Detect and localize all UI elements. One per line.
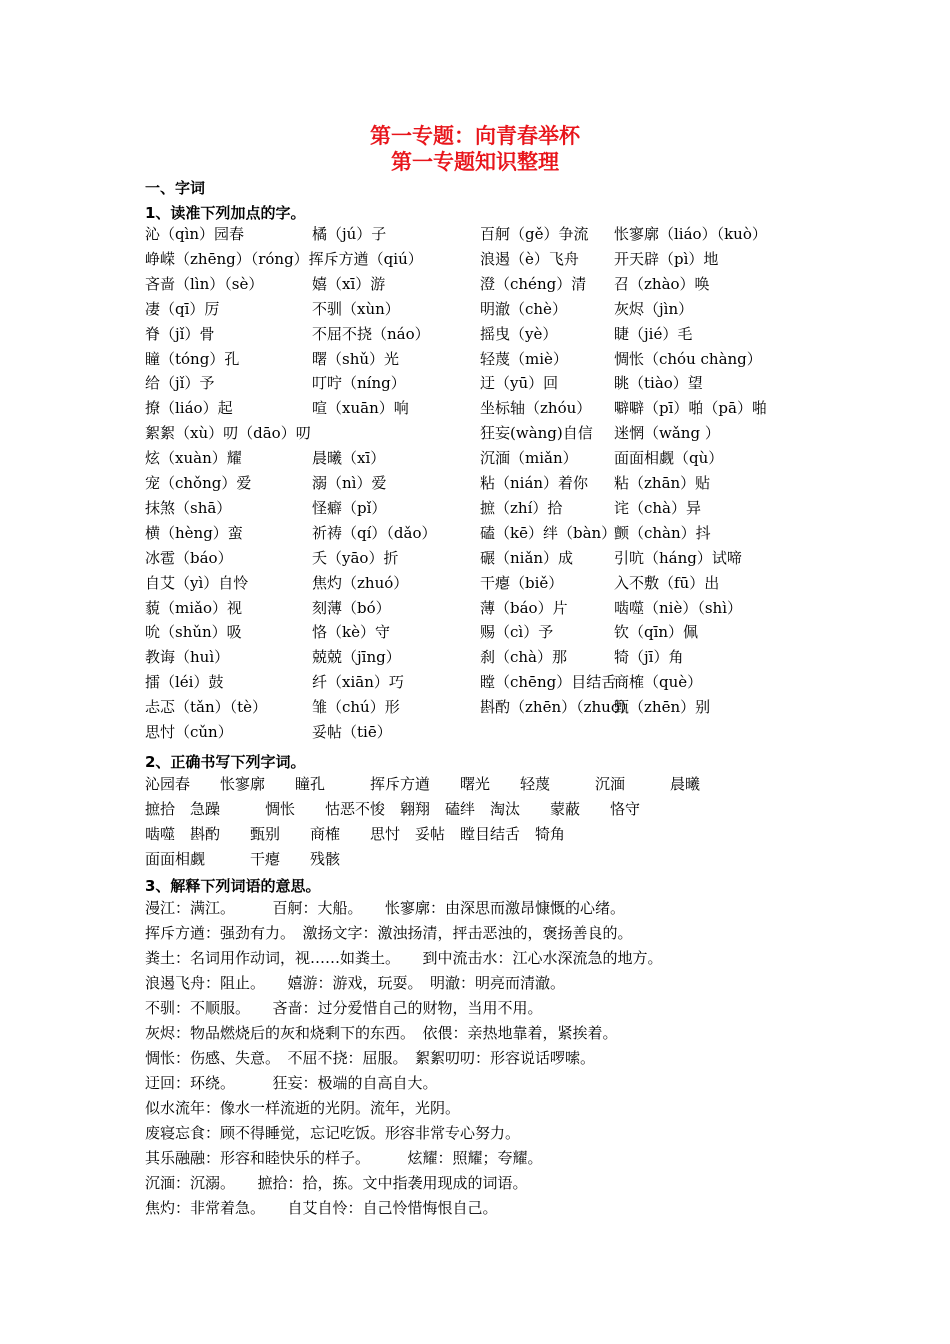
pinyin-entry: 碾（niǎn）成 [480,548,574,567]
pinyin-entry: 怪癖（pǐ） [312,498,387,517]
pinyin-entry: 冰雹（báo） [145,548,233,567]
pinyin-row [145,721,845,745]
page-subtitle: 第一专题知识整理 [391,150,559,174]
pinyin-entry: 擂（léi）鼓 [145,673,224,692]
explain-line: 迂回：环绕。 狂妄：极端的自高自大。 [145,1074,438,1092]
pinyin-entry: 思忖（cǔn） [145,723,233,741]
heading-explain-words: 3、解释下列词语的意思。 [145,877,321,895]
pinyin-entry: 溺（nì）爱 [312,474,387,492]
explain-line: 其乐融融：形容和睦快乐的样子。 炫耀：照耀；夸耀。 [145,1149,543,1167]
pinyin-entry: 曙（shǔ）光 [312,349,400,368]
pinyin-entry: 啮噬（niè）（shì） [614,598,742,617]
explain-line: 似水流年：像水一样流逝的光阴。流年，光阴。 [145,1099,461,1117]
page-title: 第一专题：向青春举杯 [370,124,580,148]
pinyin-entry: 叮咛（níng） [312,374,406,393]
pinyin-entry: 怅寥廓（liáo）（kuò） [614,225,767,243]
pinyin-entry: 吝啬（lìn）（sè） [145,274,264,293]
pinyin-entry: 沁（qìn）园春 [145,225,245,243]
pinyin-entry: 明澈（chè） [480,299,567,318]
pinyin-row [145,223,845,247]
pinyin-entry: 祈祷（qí）（dǎo） [312,523,437,542]
pinyin-entry: 不驯（xùn） [312,299,400,318]
pinyin-entry: 颤（chàn）抖 [614,523,711,542]
pinyin-row [145,348,845,372]
pinyin-entry: 絮絮（xù）叨（dāo）叨 [145,424,311,443]
pinyin-entry: 眺（tiào）望 [614,374,703,393]
pinyin-entry: 召（zhào）唤 [614,274,710,293]
explain-line: 漫江：满江。 百舸：大船。 怅寥廓：由深思而激昂慷慨的心绪。 [145,899,626,917]
pinyin-entry: 摭（zhí）拾 [480,498,563,517]
pinyin-entry: 噼噼（pī）啪（pā）啪 [614,399,767,418]
write-line: 摭拾 急躁 惆怅 怙恶不悛 翱翔 磕绊 淘汰 蒙蔽 恪守 [145,800,641,818]
pinyin-entry: 钦（qīn）佩 [614,623,699,642]
pinyin-entry: 兢兢（jīng） [312,648,401,667]
pinyin-entry: 恪（kè）守 [312,623,390,642]
pinyin-entry: 横（hèng）蛮 [145,523,243,542]
pinyin-entry: 峥嵘（zhēng）（róng）挥斥方遒（qiú） [145,249,423,268]
pinyin-entry: 惆怅（chóu chàng） [614,349,762,368]
explain-line: 灰烬：物品燃烧后的灰和烧剩下的东西。 依偎：亲热地靠着，紧挨着。 [145,1024,618,1042]
pinyin-row [145,572,845,596]
pinyin-entry: 喧（xuān）响 [312,399,409,418]
pinyin-row [145,671,845,695]
pinyin-row [145,298,845,322]
pinyin-row [145,497,845,521]
pinyin-entry: 妥帖（tiē） [312,723,392,741]
pinyin-entry: 狂妄(wàng)自信 [480,424,593,443]
pinyin-row [145,397,845,421]
pinyin-entry: 迷惘（wǎng ） [614,424,720,443]
pinyin-entry: 凄（qī）厉 [145,299,220,318]
pinyin-entry: 藐（miǎo）视 [145,598,242,617]
pinyin-entry: 晨曦（xī） [312,449,386,468]
write-line: 啮噬 斟酌 甄别 商榷 思忖 妥帖 瞠目结舌 犄角 [145,825,566,843]
pinyin-entry: 自艾（yì）自怜 [145,573,249,592]
heading-write-words: 2、正确书写下列字词。 [145,753,306,771]
pinyin-entry: 灰烬（jìn） [614,299,694,318]
pinyin-entry: 吮（shǔn）吸 [145,623,242,642]
pinyin-entry: 迂（yū）回 [480,374,559,393]
explain-line: 挥斥方遒：强劲有力。 激扬文字：激浊扬清，抨击恶浊的，褒扬善良的。 [145,924,633,942]
write-line: 面面相觑 干瘪 残骸 [145,850,341,868]
pinyin-entry: 不屈不挠（náo） [312,324,430,343]
pinyin-entry: 摇曳（yè） [480,324,558,343]
pinyin-entry: 诧（chà）异 [614,498,702,517]
explain-line: 惆怅：伤感、失意。 不屈不挠：屈服。 絮絮叨叨：形容说话啰嗦。 [145,1049,596,1067]
pinyin-entry: 干瘪（biě） [480,573,564,592]
pinyin-entry: 商榷（què） [614,673,703,692]
pinyin-entry: 浪遏（è）飞舟 [480,249,579,268]
pinyin-entry: 面面相觑（qù） [614,449,724,468]
pinyin-entry: 炫（xuàn）耀 [145,449,242,468]
pinyin-row [145,323,845,347]
pinyin-entry: 犄（jī）角 [614,648,684,667]
pinyin-entry: 刻薄（bó） [312,598,391,617]
pinyin-entry: 焦灼（zhuó） [312,573,409,592]
pinyin-entry: 引吭（háng）试啼 [614,548,742,567]
pinyin-entry: 入不敷（fū）出 [614,573,720,592]
pinyin-row [145,472,845,496]
heading-read-pronunciation: 1、读准下列加点的字。 [145,204,306,222]
pinyin-entry: 宠（chǒng）爱 [145,474,252,492]
pinyin-row [145,522,845,546]
pinyin-entry: 忐忑（tǎn）（tè） [145,698,268,717]
explain-line: 焦灼：非常着急。 自艾自怜：自己怜惜悔恨自己。 [145,1199,498,1217]
pinyin-entry: 轻蔑（miè） [480,349,568,368]
explain-line: 沉湎：沉溺。 摭拾：拾，拣。文中指袭用现成的词语。 [145,1174,528,1192]
section-heading-vocabulary: 一、字词 [145,179,206,197]
pinyin-entry: 给（jǐ）予 [145,374,215,393]
pinyin-row [145,547,845,571]
explain-line: 不驯：不顺服。 吝啬：过分爱惜自己的财物，当用不用。 [145,999,543,1017]
explain-line: 废寝忘食：顾不得睡觉，忘记吃饭。形容非常专心努力。 [145,1124,521,1142]
pinyin-entry: 雏（chú）形 [312,698,400,717]
pinyin-entry: 橘（jú）子 [312,225,387,243]
pinyin-row [145,447,845,471]
pinyin-entry: 瞳（tóng）孔 [145,349,240,368]
pinyin-entry: 嬉（xī）游 [312,274,386,293]
pinyin-row [145,696,845,720]
pinyin-row [145,597,845,621]
pinyin-entry: 薄（báo）片 [480,598,568,617]
pinyin-entry: 甄（zhēn）别 [614,698,711,717]
pinyin-entry: 睫（jié）毛 [614,324,693,343]
pinyin-entry: 粘（nián）着你 [480,474,589,492]
pinyin-entry: 粘（zhān）贴 [614,474,711,492]
pinyin-entry: 脊（jǐ）骨 [145,324,215,343]
pinyin-entry: 澄（chéng）清 [480,274,587,293]
pinyin-entry: 纤（xiān）巧 [312,673,404,692]
pinyin-entry: 磕（kē）绊（bàn） [480,523,617,542]
pinyin-entry: 沉湎（miǎn） [480,449,578,468]
write-line: 沁园春 怅寥廓 瞳孔 挥斥方遒 曙光 轻蔑 沉湎 晨曦 [145,775,701,793]
pinyin-entry: 百舸（gě）争流 [480,225,589,243]
pinyin-row [145,372,845,396]
pinyin-entry: 赐（cì）予 [480,623,554,642]
pinyin-entry: 斟酌（zhēn）（zhuó） [480,698,635,717]
explain-line: 浪遏飞舟：阻止。 嬉游：游戏，玩耍。 明澈：明亮而清澈。 [145,974,566,992]
pinyin-entry: 撩（liáo）起 [145,399,233,418]
pinyin-row [145,621,845,645]
pinyin-entry: 刹（chà）那 [480,648,568,667]
pinyin-row [145,273,845,297]
pinyin-entry: 教诲（huì） [145,648,230,667]
pinyin-entry: 瞠（chēng）目结舌 [480,673,617,692]
explain-line: 粪土：名词用作动词，视……如粪土。 到中流击水：江心水深流急的地方。 [145,949,663,967]
pinyin-entry: 开天辟（pì）地 [614,249,719,268]
pinyin-row [145,248,845,272]
pinyin-row [145,646,845,670]
pinyin-row [145,422,845,446]
pinyin-entry: 抹煞（shā） [145,498,232,517]
pinyin-entry: 夭（yāo）折 [312,548,399,567]
pinyin-entry: 坐标轴（zhóu） [480,399,592,418]
